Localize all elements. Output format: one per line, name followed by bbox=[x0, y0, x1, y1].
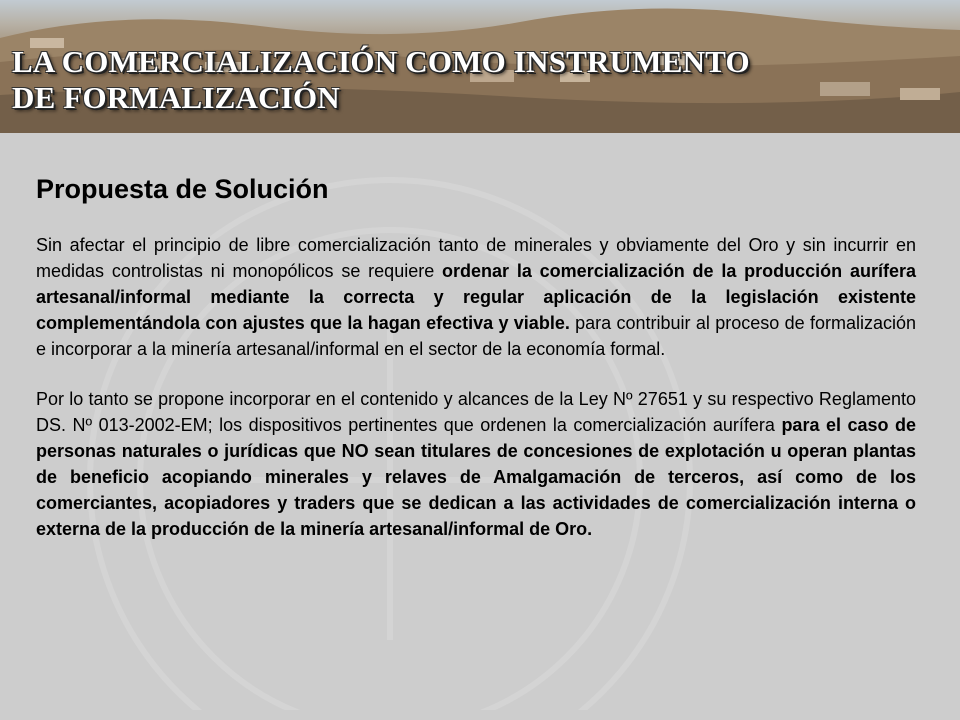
header-banner bbox=[0, 0, 960, 133]
section-heading: Propuesta de Solución bbox=[36, 174, 329, 204]
paragraph-1-text-a: Sin afectar el principio de libre comercialización tanto de minerales y obviamente del Oro y sin incurrir en medidas controlistas ni monopólicos se requiere bbox=[36, 235, 916, 281]
paragraph-1-text-b: para contribuir al proceso de formalización e incorporar a la minería artesanal/informal en el sector de la economía formal. bbox=[36, 313, 916, 359]
paragraph-1-bold: ordenar la comercialización de la producción aurífera artesanal/informal mediante la correcta y regular aplicación de la legislación existente complementándola con ajustes que la hagan efectiva y viable. bbox=[36, 261, 916, 333]
paragraph-2 bbox=[36, 386, 916, 542]
slide-title-line-2: DE FORMALIZACIÓN bbox=[12, 80, 340, 115]
paragraph-2-bold: para el caso de personas naturales o jurídicas que NO sean titulares de concesiones de explotación u operan plantas de beneficio acopiando minerales y relaves de Amalgamación de terceros, así como de los comerciantes, acopiadores y traders que se dedican a las actividades de comercialización interna o externa de la producción de la minería artesanal/informal de Oro. bbox=[36, 415, 917, 539]
slide-title bbox=[12, 44, 750, 116]
main-content bbox=[36, 172, 916, 566]
paragraph-2-text-a: Por lo tanto se propone incorporar en el contenido y alcances de la Ley Nº 27651 y su respectivo Reglamento DS. Nº 013-2002-EM; los dispositivos pertinentes que ordenen la comercialización aurífera bbox=[36, 389, 916, 435]
paragraph-1 bbox=[36, 232, 916, 362]
slide-title-line-1: LA COMERCIALIZACIÓN COMO INSTRUMENTO bbox=[12, 44, 750, 79]
